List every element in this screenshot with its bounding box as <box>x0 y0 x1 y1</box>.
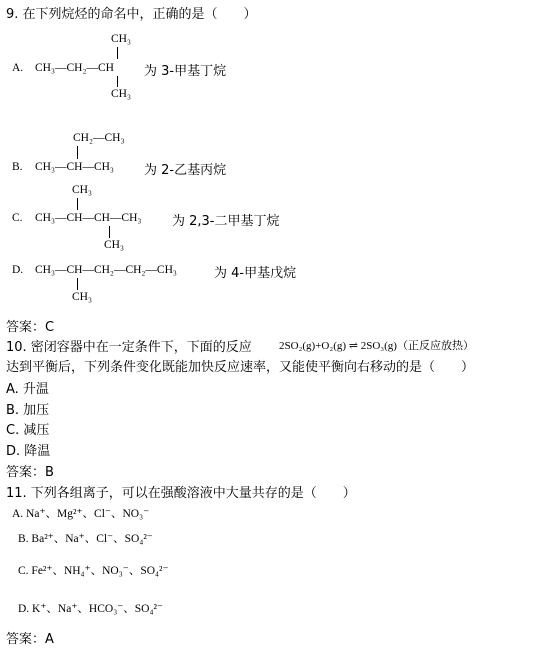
q11-option-a: A. Na⁺、Mg²⁺、Cl⁻、NO₃⁻ <box>12 508 150 520</box>
q11-option-c: C. Fe²⁺、NH₄⁺、NO₃⁻、SO₄²⁻ <box>18 565 169 577</box>
answer-11: 答案：A <box>6 632 54 647</box>
formula-branch-bottom: CH₃ <box>72 291 92 303</box>
q10-option-a: A. 升温 <box>6 382 49 397</box>
question-11-stem: 11. 下列各组离子，可以在强酸溶液中大量共存的是（ ） <box>6 486 356 501</box>
reaction-equation: 2SO₂(g)+O₂(g) ⇌ 2SO₃(g)（正反应放热） <box>279 340 474 352</box>
q10-option-b: B. 加压 <box>6 403 50 418</box>
question-10-stem-continued: 达到平衡后，下列条件变化既能加快反应速率，又能使平衡向右移动的是（ ） <box>6 360 475 375</box>
q11-option-b: B. Ba²⁺、Na⁺、Cl⁻、SO₄²⁻ <box>18 533 153 545</box>
bond-line <box>117 76 118 87</box>
option-label: D. <box>12 264 24 276</box>
option-description: 为 3-甲基丁烷 <box>144 64 227 79</box>
formula-branch-bottom: CH₃ <box>104 239 124 251</box>
option-label: C. <box>12 212 23 224</box>
q10-option-c: C. 减压 <box>6 423 50 438</box>
option-description: 为 4-甲基戊烷 <box>214 266 297 281</box>
formula-main-chain: CH₃—CH₂—CH <box>35 62 114 74</box>
option-description: 为 2,3-二甲基丁烷 <box>172 214 280 229</box>
q11-option-d: D. K⁺、Na⁺、HCO₃⁻、SO₄²⁻ <box>18 603 163 615</box>
answer-10: 答案：B <box>6 465 54 480</box>
formula-branch-top: CH₃ <box>111 33 131 45</box>
bond-line <box>77 146 78 159</box>
question-10-stem: 10. 密闭容器中在一定条件下，下面的反应 <box>6 340 252 355</box>
option-label: B. <box>12 161 23 173</box>
option-description: 为 2-乙基丙烷 <box>144 163 227 178</box>
bond-line <box>117 47 118 59</box>
q10-option-d: D. 降温 <box>6 444 51 459</box>
formula-main-chain: CH₃—CH—CH—CH₃ <box>35 212 142 224</box>
formula-branch-top: CH₂—CH₃ <box>73 132 125 144</box>
formula-main-chain: CH₃—CH—CH₂—CH₂—CH₃ <box>35 264 177 276</box>
formula-branch-bottom: CH₃ <box>111 88 131 100</box>
option-label: A. <box>12 62 24 74</box>
formula-branch-top: CH₃ <box>72 184 92 196</box>
bond-line <box>77 198 78 210</box>
answer-9: 答案：C <box>6 320 55 335</box>
question-9-stem: 9. 在下列烷烃的命名中，正确的是（ ） <box>6 7 257 22</box>
bond-line <box>109 226 110 238</box>
bond-line <box>77 278 78 290</box>
formula-main-chain: CH₃—CH—CH₃ <box>35 161 114 173</box>
